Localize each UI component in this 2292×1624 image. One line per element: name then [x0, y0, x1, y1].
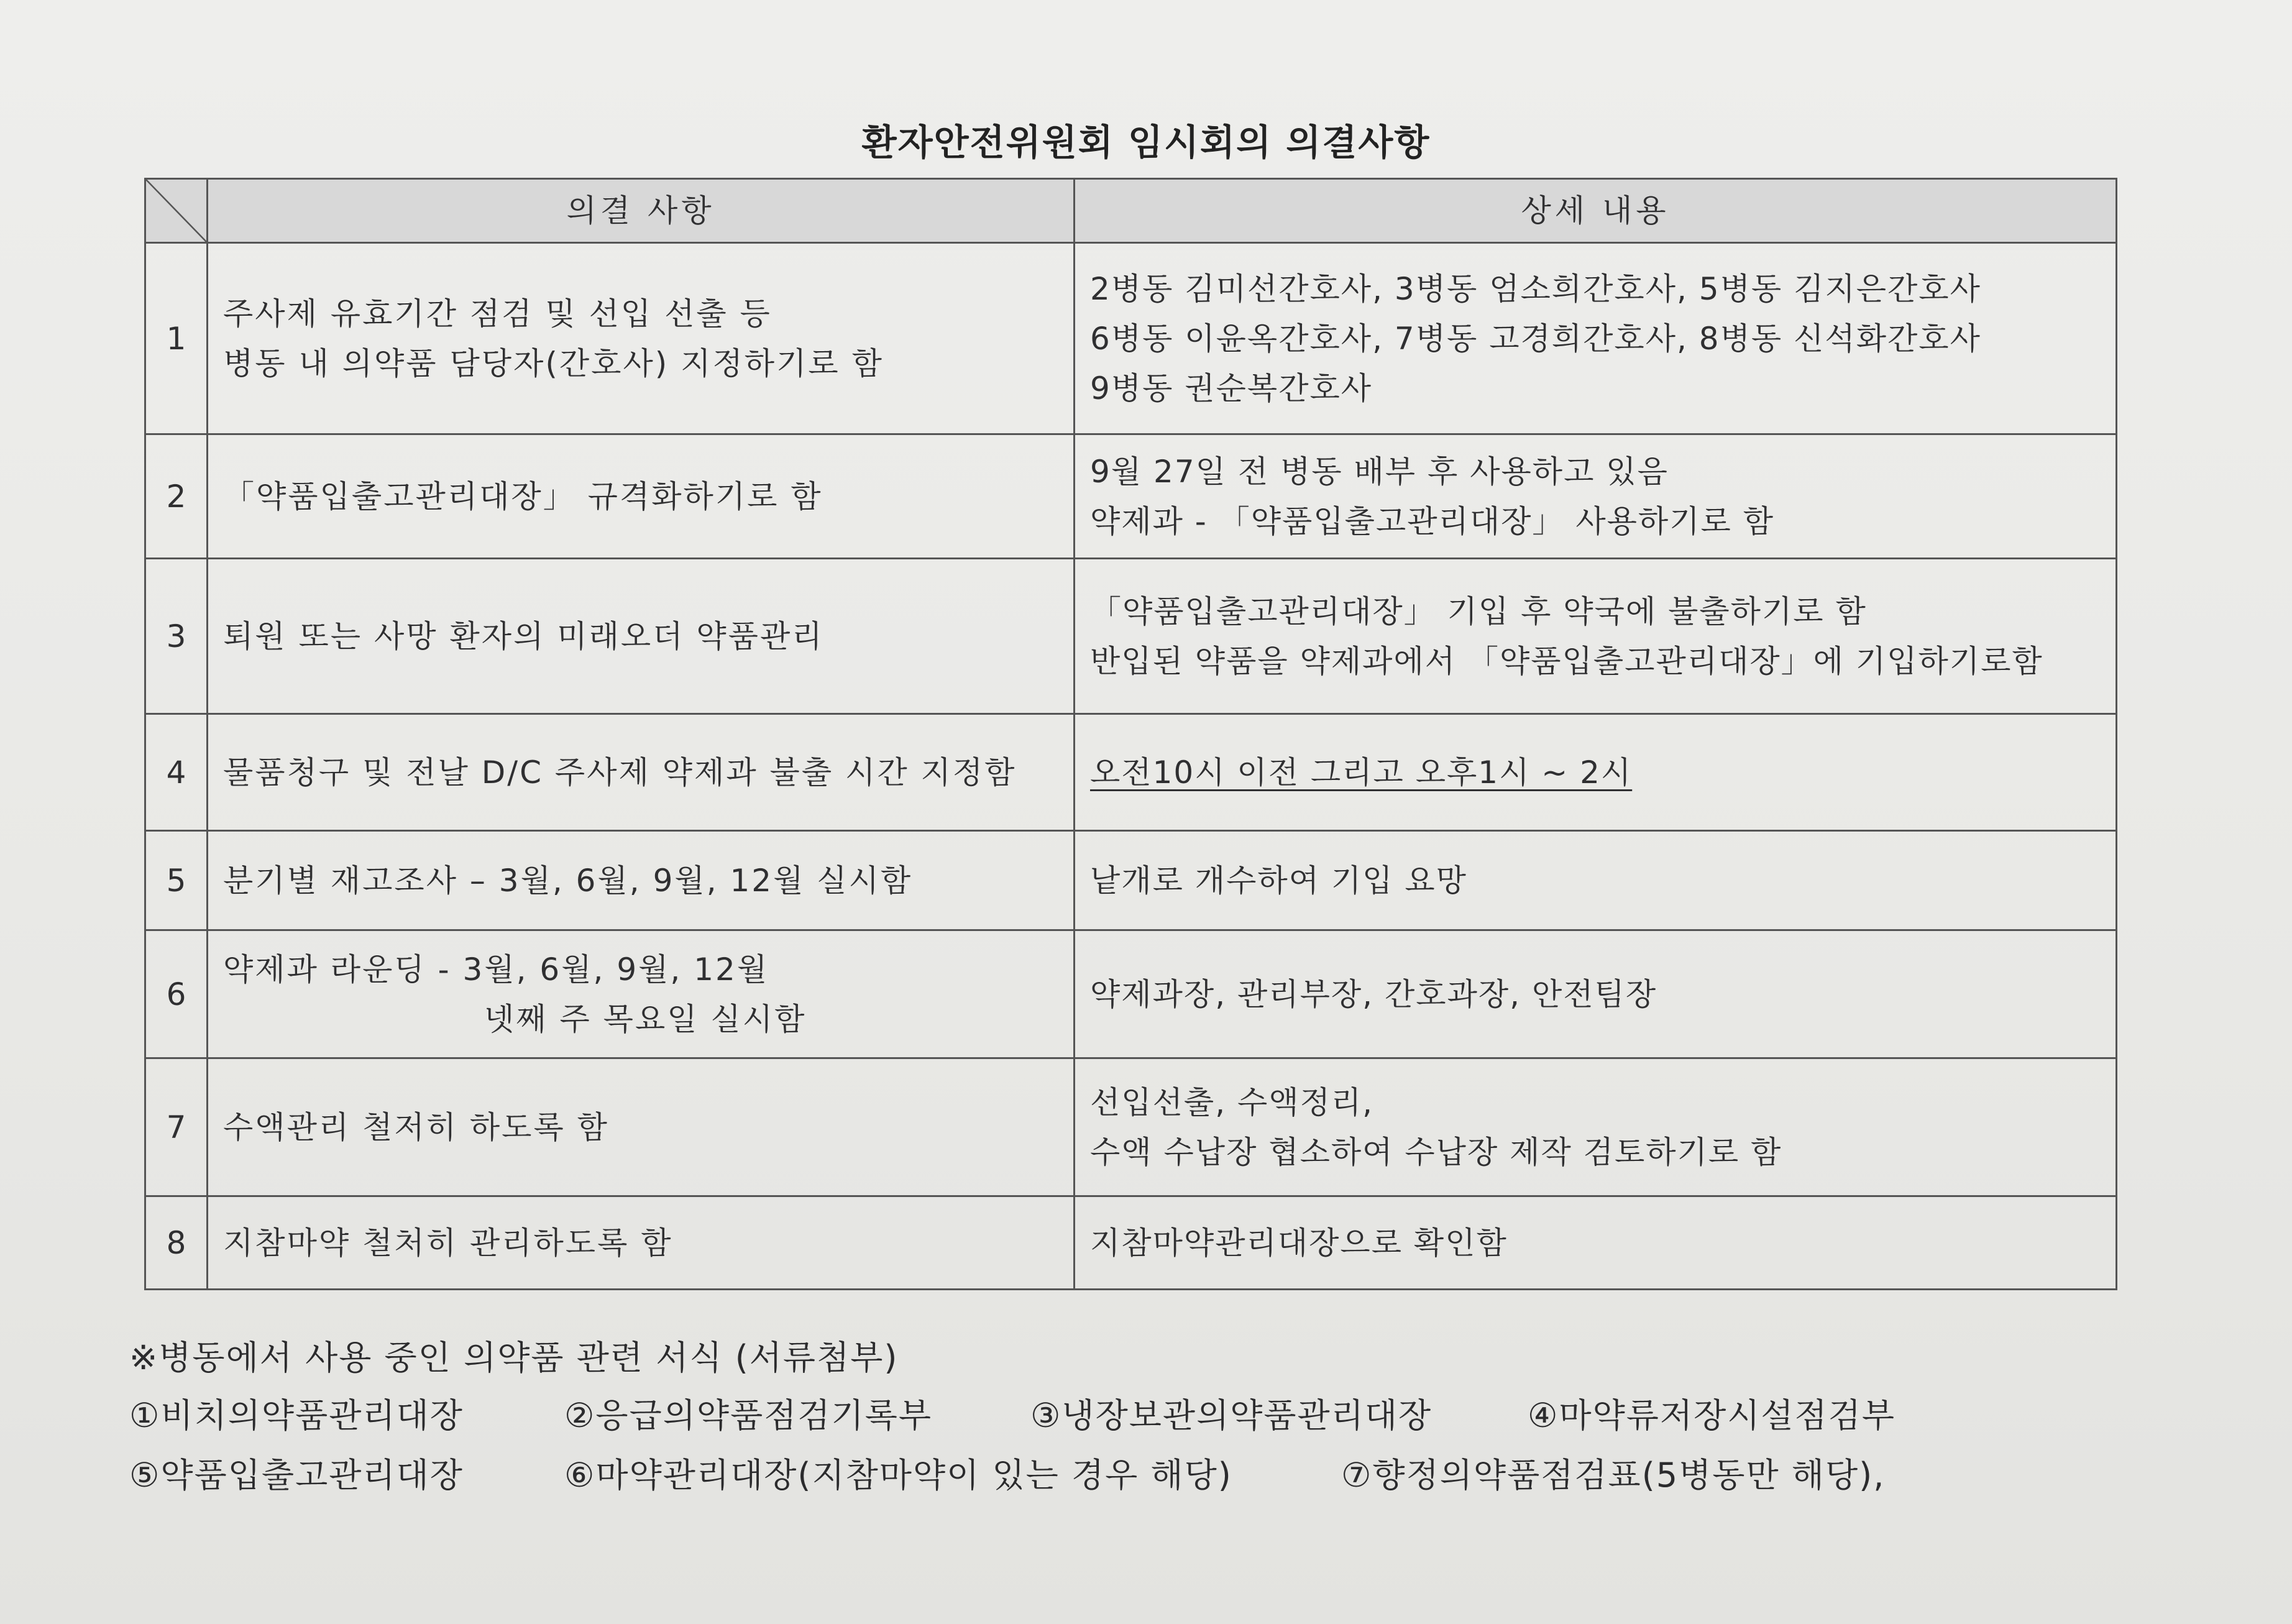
detail-item: [1075, 714, 2117, 831]
detail-line: 6병동 이윤옥간호사, 7병동 고경희간호사, 8병동 신석화간호사: [1090, 320, 1981, 357]
table-row: [145, 243, 2117, 434]
decision-item-line: 「약품입출고관리대장」 규격화하기로 함: [223, 478, 823, 515]
detail-item: [1075, 1196, 2117, 1290]
detail-line-underlined: 오전10시 이전 그리고 오후1시 ~ 2시: [1090, 754, 1633, 791]
decision-item-line: 퇴원 또는 사망 환자의 미래오더 약품관리: [223, 618, 824, 654]
decision-item-line: 분기별 재고조사 – 3월, 6월, 9월, 12월 실시함: [223, 862, 913, 899]
detail-line: 9병동 권순복간호사: [1090, 370, 1373, 406]
detail-item: [1075, 559, 2117, 714]
row-number: 8: [145, 1196, 208, 1290]
detail-line: 약제과장, 관리부장, 간호과장, 안전팀장: [1090, 976, 1657, 1012]
detail-item: [1075, 831, 2117, 930]
detail-line: 지참마약관리대장으로 확인함: [1090, 1224, 1508, 1261]
form-list-item: ④마약류저장시설점검부: [1528, 1396, 1896, 1435]
row-number: 6: [145, 930, 208, 1058]
decision-item-line: 지참마약 철처히 관리하도록 함: [223, 1224, 673, 1261]
decision-table: [144, 178, 2117, 1290]
detail-item: [1075, 243, 2117, 434]
decision-item: [208, 930, 1075, 1058]
attachment-notes: [129, 1330, 2118, 1505]
decision-item-line: 병동 내 의약품 담당자(간호사) 지정하기로 함: [223, 345, 884, 382]
decision-item: [208, 1058, 1075, 1196]
decision-item-line: 수액관리 철저히 하도록 함: [223, 1109, 609, 1145]
document-title: 환자안전위원회 임시회의 의결사항: [861, 121, 1431, 163]
row-number: 4: [145, 714, 208, 831]
detail-line: 「약품입출고관리대장」 기입 후 약국에 불출하기로 함: [1090, 593, 1867, 630]
table-row: [145, 559, 2117, 714]
detail-line: 2병동 김미선간호사, 3병동 엄소희간호사, 5병동 김지은간호사: [1090, 270, 1981, 307]
row-number: 1: [145, 243, 208, 434]
form-list-item: ⑦향정의약품점검표(5병동만 해당),: [1341, 1456, 1886, 1495]
table-row: [145, 434, 2117, 559]
decision-item: [208, 1196, 1075, 1290]
decision-item-line: 물품청구 및 전날 D/C 주사제 약제과 불출 시간 지정함: [223, 754, 1017, 791]
decision-item-line: 약제과 라운딩 - 3월, 6월, 9월, 12월: [223, 951, 769, 988]
detail-line: 약제과 - 「약품입출고관리대장」 사용하기로 함: [1090, 503, 1775, 539]
table-row: [145, 1196, 2117, 1290]
header-decision: 의결 사항: [208, 179, 1075, 243]
table-row: [145, 930, 2117, 1058]
header-corner-cell: [145, 179, 208, 243]
decision-item-line: 주사제 유효기간 점검 및 선입 선출 등: [223, 295, 772, 332]
header-detail: 상세 내용: [1075, 179, 2117, 243]
row-number: 3: [145, 559, 208, 714]
decision-item: [208, 434, 1075, 559]
row-number: 2: [145, 434, 208, 559]
form-list-item: ①비치의약품관리대장: [129, 1396, 464, 1435]
forms-row: [129, 1446, 2118, 1505]
diagonal-line: [146, 180, 206, 242]
form-list-item: ⑥마약관리대장(지참마약이 있는 경우 해당): [564, 1456, 1232, 1495]
table-row: [145, 831, 2117, 930]
forms-row: [129, 1386, 2118, 1446]
table-row: [145, 1058, 2117, 1196]
form-list-item: ⑤약품입출고관리대장: [129, 1456, 464, 1495]
detail-line: 수액 수납장 협소하여 수납장 제작 검토하기로 함: [1090, 1134, 1782, 1170]
form-list-item: ③냉장보관의약품관리대장: [1030, 1396, 1432, 1435]
detail-line: 9월 27일 전 병동 배부 후 사용하고 있음: [1090, 453, 1669, 490]
row-number: 5: [145, 831, 208, 930]
detail-line: 낱개로 개수하여 기입 요망: [1090, 862, 1467, 899]
detail-line: 선입선출, 수액정리,: [1090, 1084, 1374, 1121]
decision-item: [208, 559, 1075, 714]
decision-item: [208, 243, 1075, 434]
row-number: 7: [145, 1058, 208, 1196]
detail-item: [1075, 434, 2117, 559]
decision-item-line: 넷째 주 목요일 실시함: [484, 1001, 807, 1037]
notes-heading: ※병동에서 사용 중인 의약품 관련 서식 (서류첨부): [129, 1338, 899, 1377]
table-row: [145, 714, 2117, 831]
decision-item: [208, 714, 1075, 831]
decision-item: [208, 831, 1075, 930]
detail-line: 반입된 약품을 약제과에서 「약품입출고관리대장」에 기입하기로함: [1090, 643, 2043, 679]
detail-item: [1075, 1058, 2117, 1196]
detail-item: [1075, 930, 2117, 1058]
table-header-row: [145, 179, 2117, 243]
form-list-item: ②응급의약품점검기록부: [564, 1396, 933, 1435]
